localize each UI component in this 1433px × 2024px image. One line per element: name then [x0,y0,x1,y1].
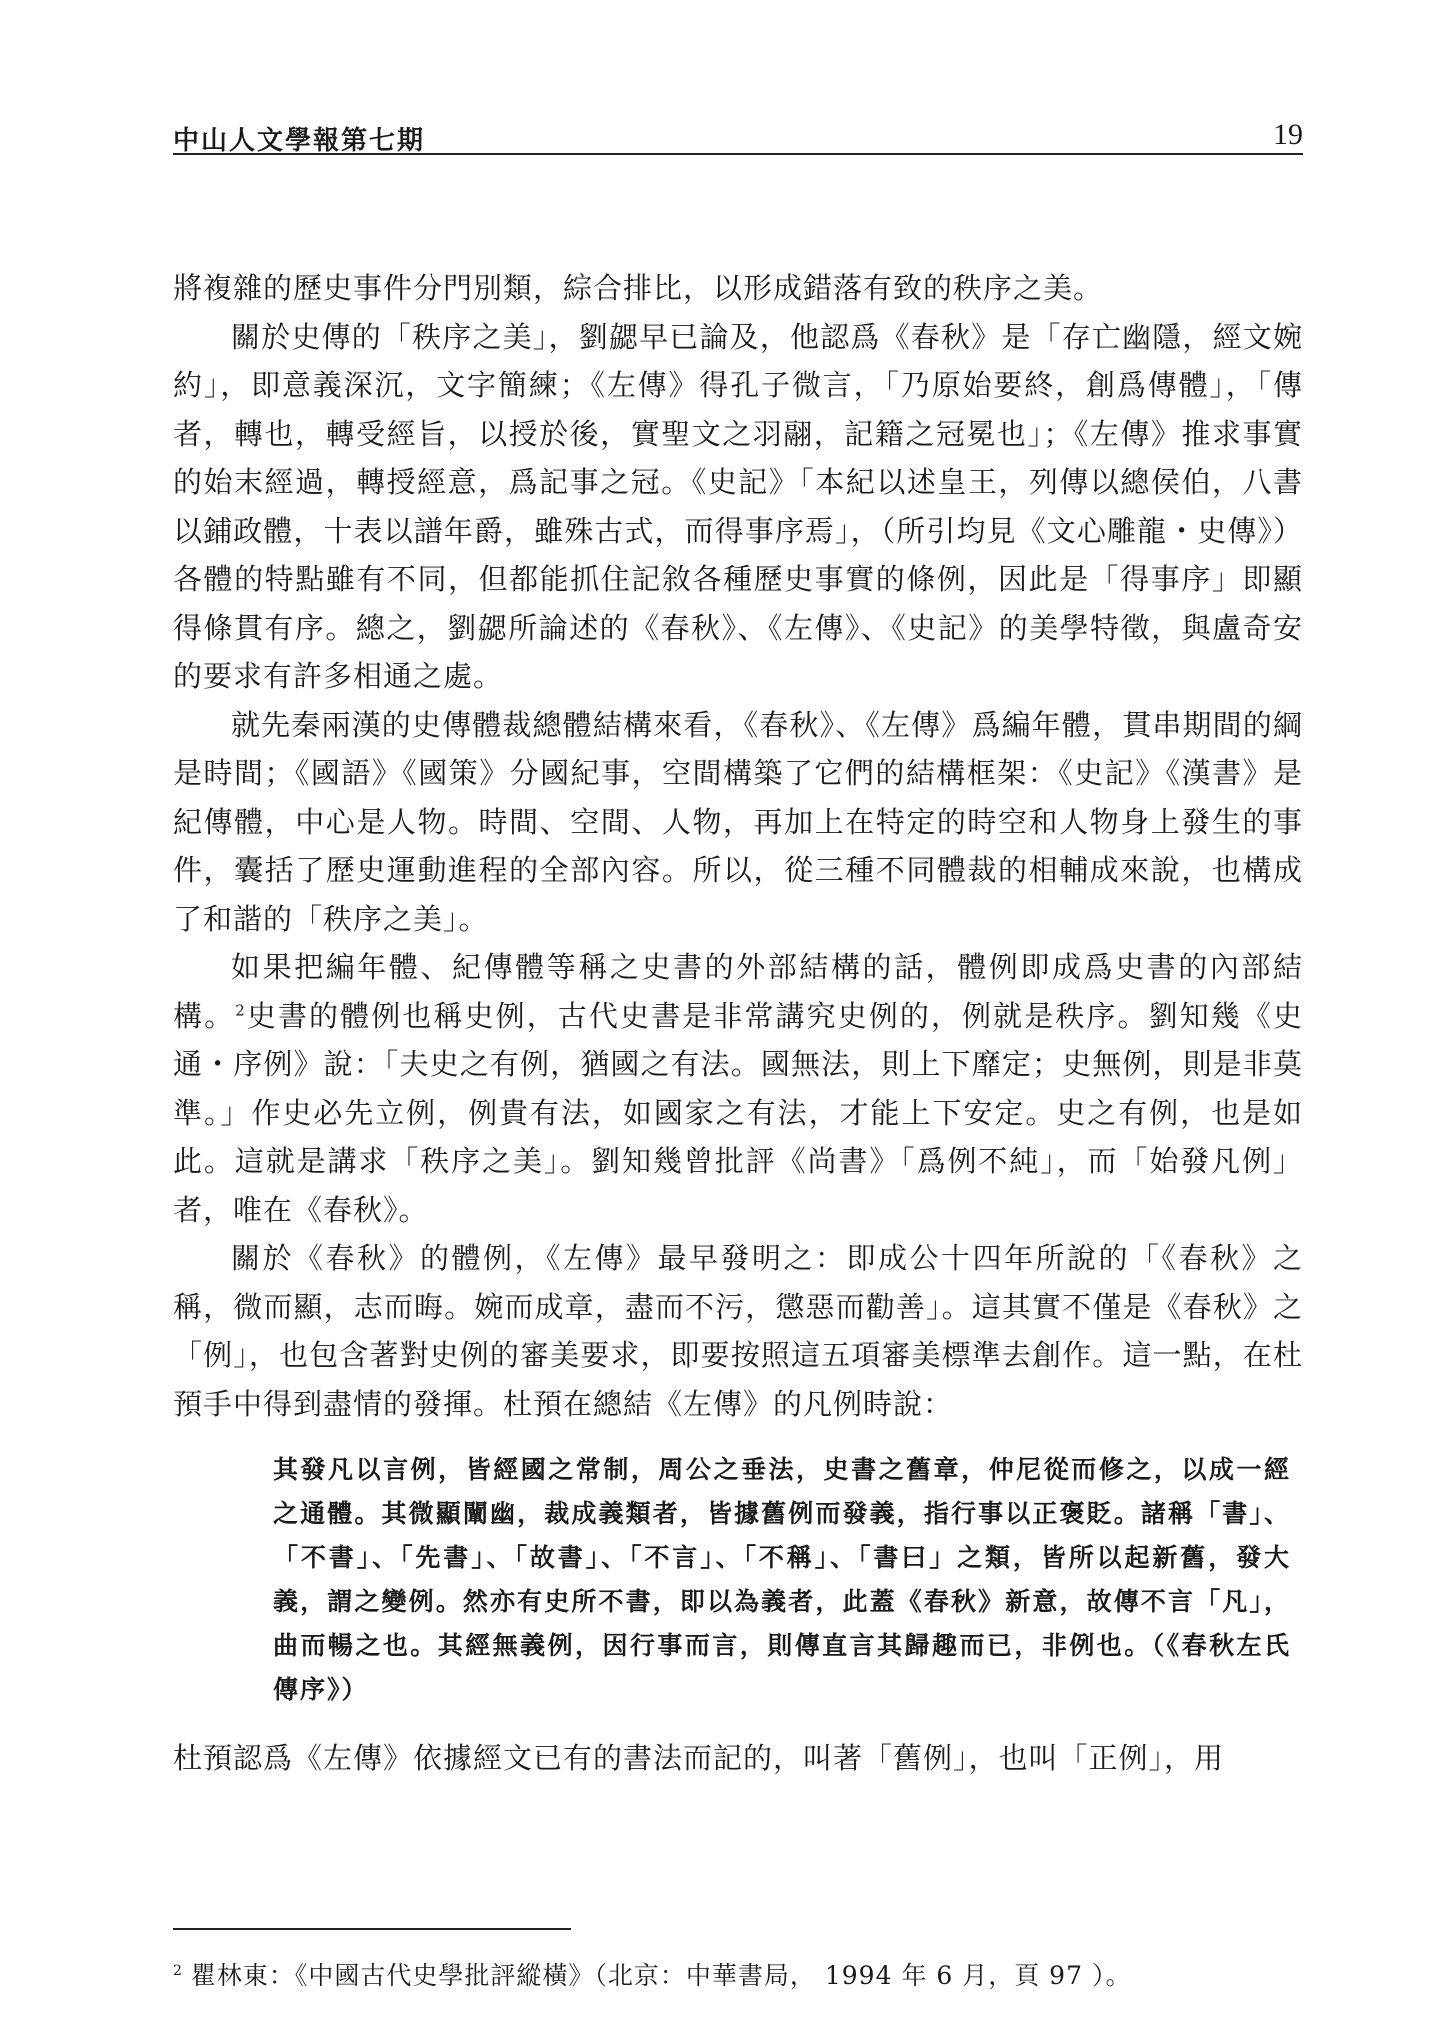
header-rule [173,153,1303,155]
paragraph-3: 就先秦兩漢的史傳體裁總體結構來看，《春秋》、《左傳》爲編年體，貫串期間的綱是時間；《國語》《國策》分國紀事，空間構築了它們的結構框架：《史記》《漢書》是紀傳體，中心是人物。時間、空間、人物，再加上在特定的時空和人物身上發生的事件，囊括了歷史運動進程的全部內容。所以，從三種不同體裁的相輔成來說，也構成了和諧的「秩序之美」。 [173,707,1303,936]
footnote-marker: 2 [235,1000,246,1019]
paragraph-4-after-note: 史書的體例也稱史例，古代史書是非常講究史例的，例就是秩序。劉知幾《史通・序例》說：「夫史之有例，猶國之有法。國無法，則上下靡定；史無例，則是非莫準。」作史必先立例，例貴有法，如國家之有法，才能上下安定。史之有例，也是如此。這就是講求「秩序之美」。劉知幾曾批評《尚書》「爲例不純」，而「始發凡例」者，唯在《春秋》。 [173,998,1303,1227]
paragraph-4 [173,943,1303,1234]
body-text [173,264,1303,1783]
footnote [173,1956,1303,1992]
paragraph-2: 關於史傳的「秩序之美」，劉勰早已論及，他認爲《春秋》是「存亡幽隱，經文婉約」，即意義深沉，文字簡練；《左傳》得孔子微言，「乃原始要終，創爲傳體」，「傳者，轉也，轉受經旨，以授於後，實聖文之羽翮，記籍之冠冕也」；《左傳》推求事實的始末經過，轉授經意，爲記事之冠。《史記》「本紀以述皇王，列傳以總侯伯，八書以鋪政體，十表以譜年爵，雖殊古式，而得事序焉」，（所引均見《文心雕龍・史傳》）各體的特點雖有不同，但都能抓住記敘各種歷史事實的條例，因此是「得事序」即顯得條貫有序。總之，劉勰所論述的《春秋》、《左傳》、《史記》的美學特徵，與盧奇安的要求有許多相通之處。 [173,319,1303,693]
journal-title: 中山人文學報第七期 [173,126,426,156]
block-quote: 其發凡以言例，皆經國之常制，周公之垂法，史書之舊章，仲尼從而修之，以成一經之通體。其微顯闡幽，裁成義類者，皆據舊例而發義，指行事以正褒貶。諸稱「書」、「不書」、「先書」、「故書」、「不言」、「不稱」、「書曰」之類，皆所以起新舊，發大義，謂之變例。然亦有史所不書，即以為義者，此蓋《春秋》新意，故傳不言「凡」，曲而暢之也。其經無義例，因行事而言，則傳直言其歸趣而已，非例也。（《春秋左氏傳序》） [273,1455,1291,1704]
paragraph-1: 將複雜的歷史事件分門別類，綜合排比，以形成錯落有致的秩序之美。 [173,271,1104,305]
paragraph-4-before-note: 如果把編年體、紀傳體等稱之史書的外部結構的話，體例即成爲史書的內部結構。 [173,950,1303,1033]
closing-paragraph: 杜預認爲《左傳》依據經文已有的書法而記的，叫著「舊例」，也叫「正例」，用 [173,1741,1225,1775]
footnote-number: 2 [173,1962,183,1979]
footnote-rule [173,1928,571,1930]
footnote-text: 瞿林東：《中國古代史學批評縱橫》（北京：中華書局， 1994 年 6 月，頁 97 ）。 [190,1961,1132,1990]
page-number: 19 [1273,118,1303,151]
paragraph-5: 關於《春秋》的體例，《左傳》最早發明之：即成公十四年所說的「《春秋》之稱，微而顯，志而晦。婉而成章，盡而不污，懲惡而勸善」。這其實不僅是《春秋》之「例」，也包含著對史例的審美要求，即要按照這五項審美標準去創作。這一點，在杜預手中得到盡情的發揮。杜預在總結《左傳》的凡例時說： [173,1241,1303,1421]
